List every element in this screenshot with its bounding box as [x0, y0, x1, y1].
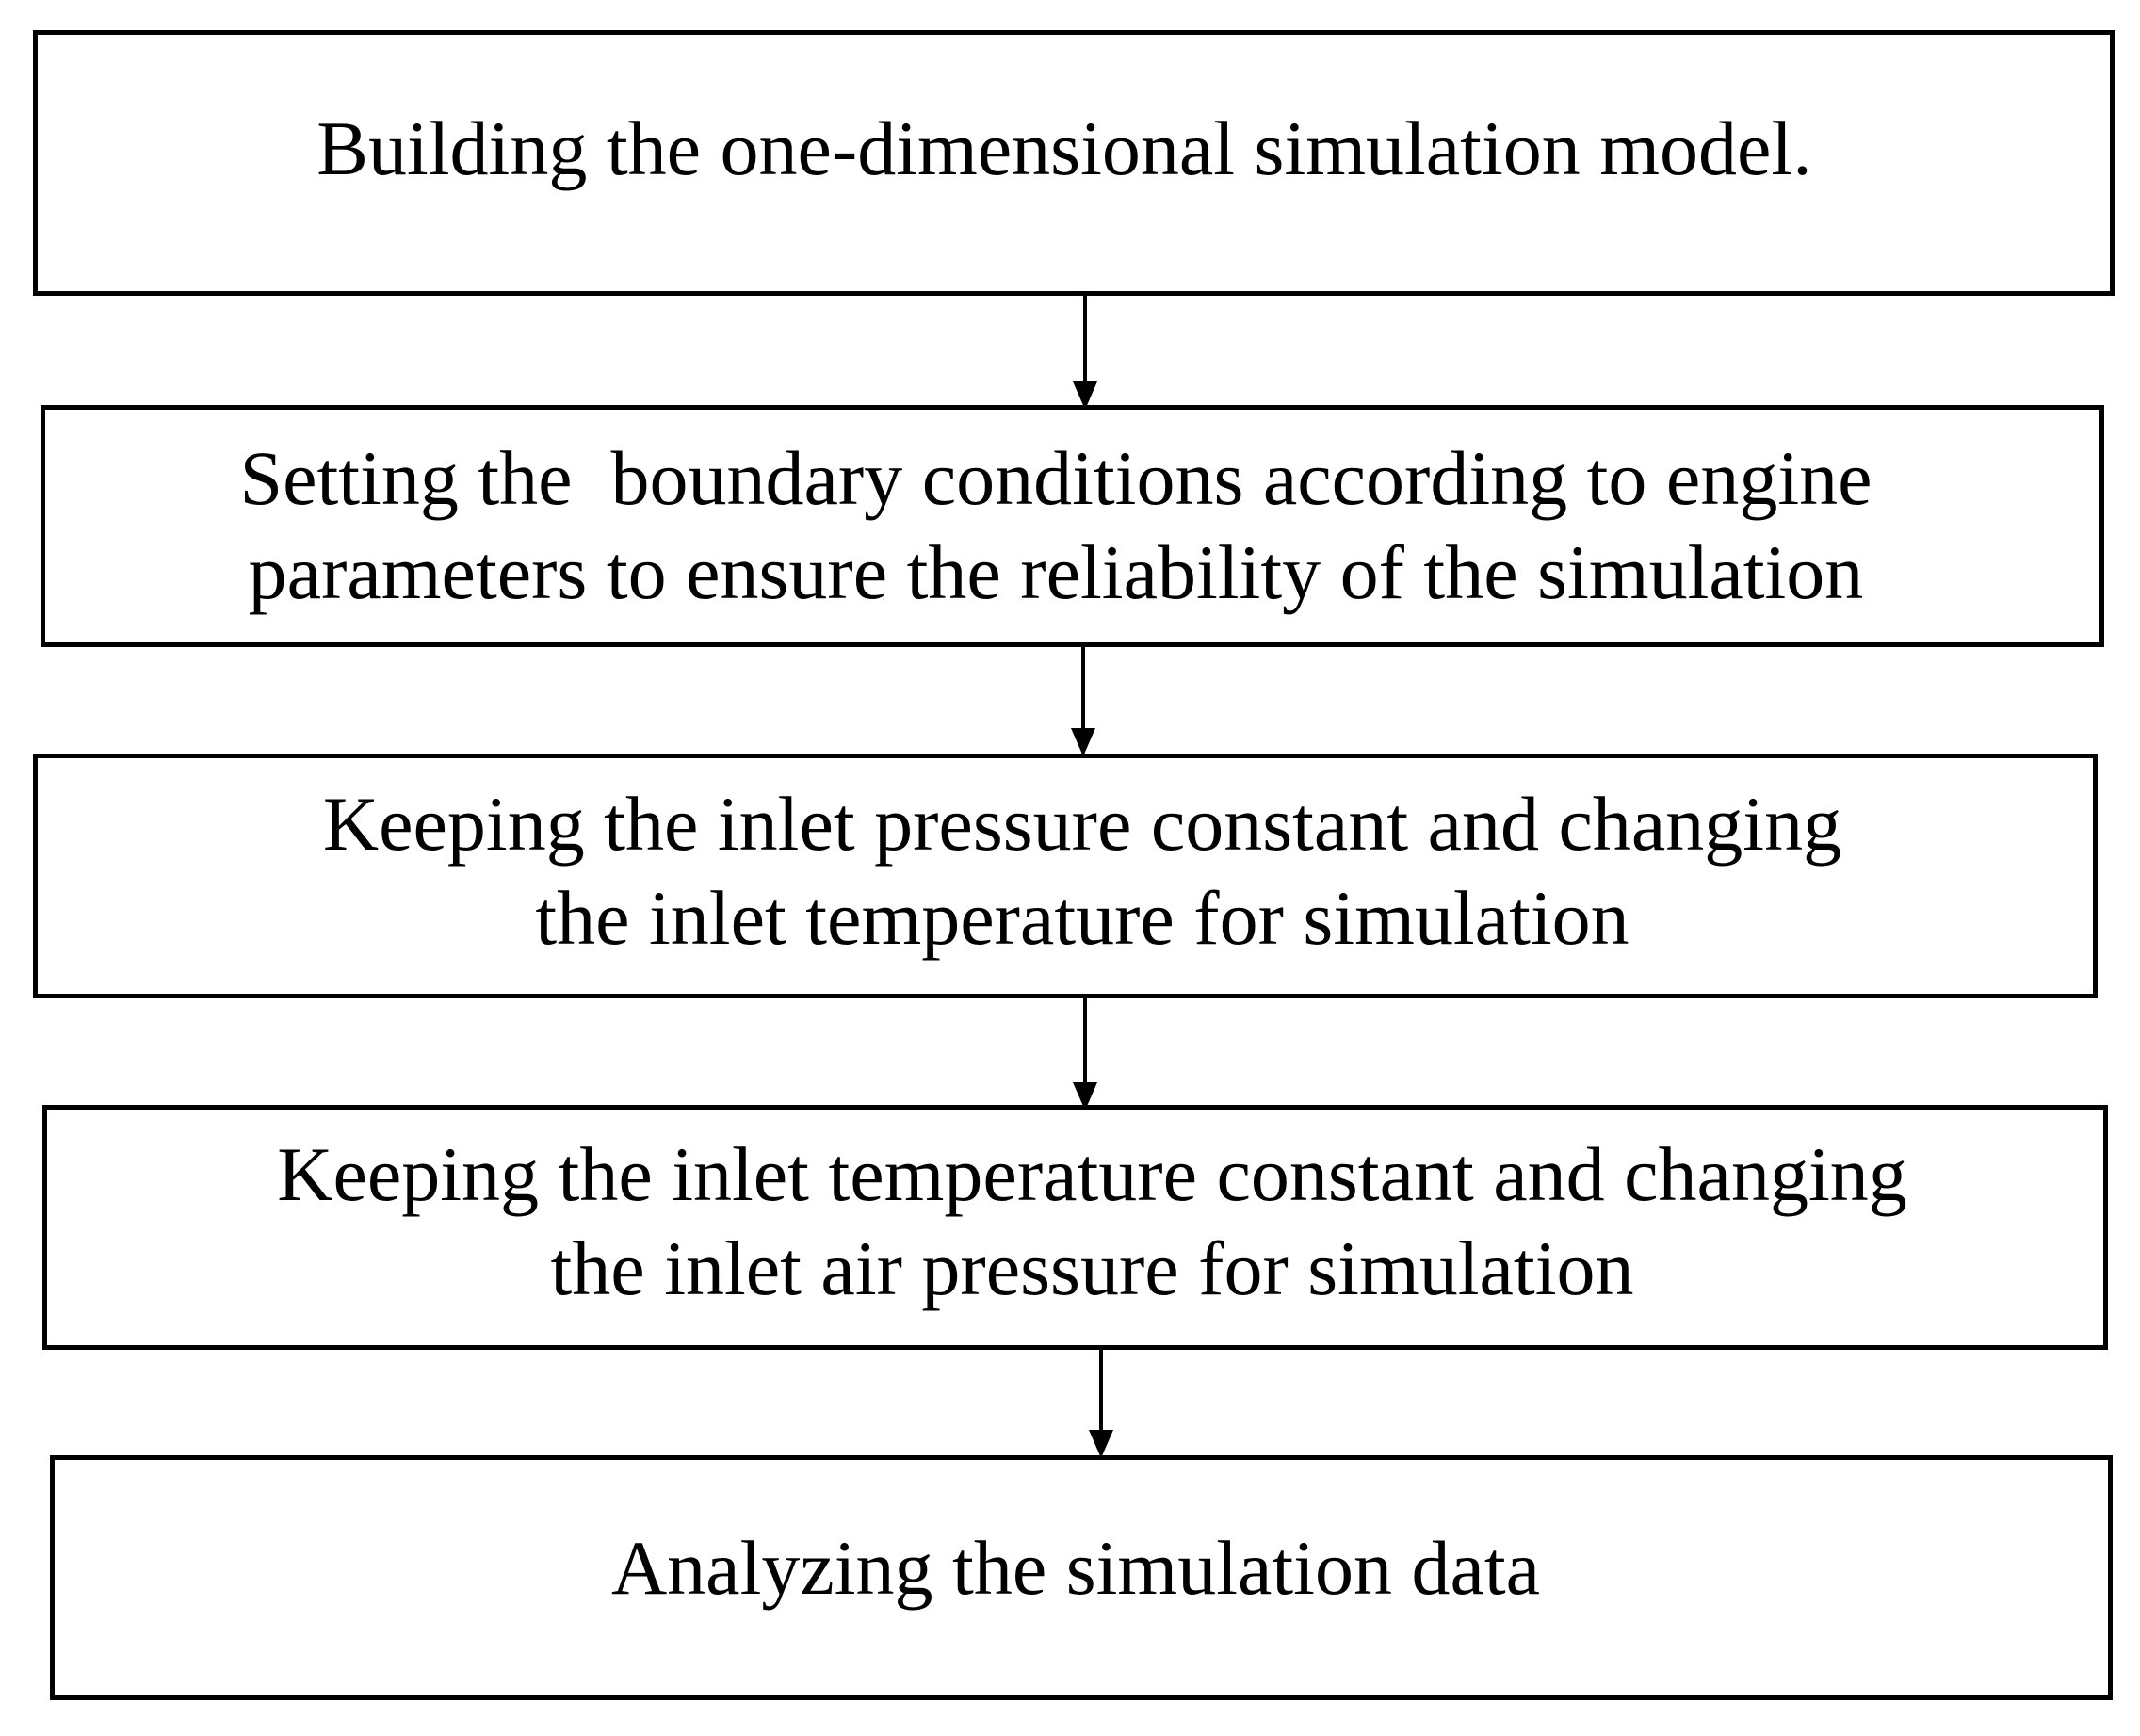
step-boundary-conditions-label: Setting the boundary conditions according to engine parameters to ensure the reliability of the simulation	[239, 434, 1872, 615]
arrow-4-line	[1099, 1350, 1103, 1438]
step-boundary-conditions	[41, 405, 2104, 647]
arrow-1-line	[1083, 296, 1087, 390]
step-analyze-data-label: Analyzing the simulation data	[610, 1525, 1541, 1611]
step-vary-temperature	[33, 754, 2098, 998]
arrow-2-head	[1071, 728, 1095, 756]
arrow-3-line	[1083, 998, 1087, 1091]
step-build-model-label: Building the one-dimensional simulation model.	[316, 105, 1812, 191]
step-vary-pressure	[42, 1105, 2108, 1350]
step-vary-temperature-label: Keeping the inlet pressure constant and changing the inlet temperature for simulation	[322, 781, 1842, 961]
step-build-model	[33, 30, 2115, 296]
arrow-2-line	[1081, 647, 1085, 737]
arrow-4-head	[1089, 1430, 1113, 1458]
step-vary-pressure-label: Keeping the inlet temperature constant and changing the inlet air pressure for simulation	[277, 1131, 1907, 1311]
step-analyze-data	[50, 1455, 2113, 1700]
